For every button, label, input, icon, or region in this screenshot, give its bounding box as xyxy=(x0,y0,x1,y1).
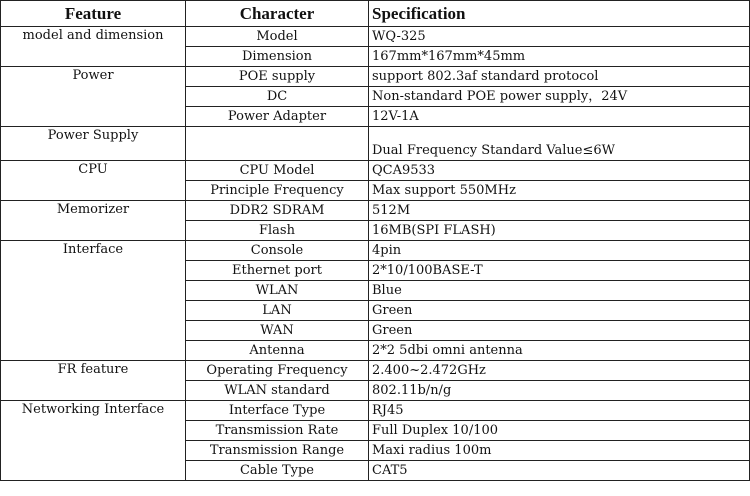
spec-cell: 512M xyxy=(369,201,750,221)
character-cell: DDR2 SDRAM xyxy=(186,201,369,221)
spec-cell: QCA9533 xyxy=(369,161,750,181)
character-cell: WLAN xyxy=(186,281,369,301)
header-character: Character xyxy=(186,1,369,27)
header-row xyxy=(1,1,750,27)
character-cell: WLAN standard xyxy=(186,381,369,401)
spec-cell: 2*10/100BASE-T xyxy=(369,261,750,281)
spec-cell: support 802.3af standard protocol xyxy=(369,67,750,87)
feature-cell: Memorizer xyxy=(1,201,186,241)
spec-cell: 167mm*167mm*45mm xyxy=(369,47,750,67)
header-specification: Specification xyxy=(369,1,750,27)
character-cell xyxy=(186,127,369,161)
spec-cell: 16MB(SPI FLASH) xyxy=(369,221,750,241)
character-cell: Principle Frequency xyxy=(186,181,369,201)
character-cell: DC xyxy=(186,87,369,107)
character-cell: Ethernet port xyxy=(186,261,369,281)
spec-cell: Max support 550MHz xyxy=(369,181,750,201)
spec-cell: Green xyxy=(369,321,750,341)
character-cell: POE supply xyxy=(186,67,369,87)
feature-cell: Interface xyxy=(1,241,186,361)
table-row xyxy=(1,201,750,221)
spec-cell: Non-standard POE power supply，24V xyxy=(369,87,750,107)
feature-cell: Power Supply xyxy=(1,127,186,161)
character-cell: Interface Type xyxy=(186,401,369,421)
spec-cell: Blue xyxy=(369,281,750,301)
spec-cell: 2.400~2.472GHz xyxy=(369,361,750,381)
spec-cell: Dual Frequency Standard Value≤6W xyxy=(369,127,750,161)
character-cell: Antenna xyxy=(186,341,369,361)
feature-cell: Power xyxy=(1,67,186,127)
spec-cell: Green xyxy=(369,301,750,321)
character-cell: Dimension xyxy=(186,47,369,67)
spec-cell: 12V-1A xyxy=(369,107,750,127)
character-cell: Model xyxy=(186,27,369,47)
character-cell: Flash xyxy=(186,221,369,241)
feature-cell: FR feature xyxy=(1,361,186,401)
table-row xyxy=(1,127,750,161)
spec-cell: RJ45 xyxy=(369,401,750,421)
character-cell: Console xyxy=(186,241,369,261)
spec-cell: Full Duplex 10/100 xyxy=(369,421,750,441)
spec-cell: CAT5 xyxy=(369,461,750,481)
character-cell: Power Adapter xyxy=(186,107,369,127)
table-row xyxy=(1,67,750,87)
spec-cell: 802.11b/n/g xyxy=(369,381,750,401)
table-row xyxy=(1,361,750,381)
character-cell: Transmission Range xyxy=(186,441,369,461)
header-feature: Feature xyxy=(1,1,186,27)
character-cell: Operating Frequency xyxy=(186,361,369,381)
table-row xyxy=(1,161,750,181)
spec-cell: 4pin xyxy=(369,241,750,261)
table-row xyxy=(1,241,750,261)
character-cell: Cable Type xyxy=(186,461,369,481)
spec-cell: 2*2 5dbi omni antenna xyxy=(369,341,750,361)
character-cell: WAN xyxy=(186,321,369,341)
feature-cell: Networking Interface xyxy=(1,401,186,481)
table-row xyxy=(1,27,750,47)
table-row xyxy=(1,401,750,421)
character-cell: CPU Model xyxy=(186,161,369,181)
feature-cell: CPU xyxy=(1,161,186,201)
character-cell: Transmission Rate xyxy=(186,421,369,441)
character-cell: LAN xyxy=(186,301,369,321)
feature-cell: model and dimension xyxy=(1,27,186,67)
spec-cell: WQ-325 xyxy=(369,27,750,47)
spec-cell: Maxi radius 100m xyxy=(369,441,750,461)
